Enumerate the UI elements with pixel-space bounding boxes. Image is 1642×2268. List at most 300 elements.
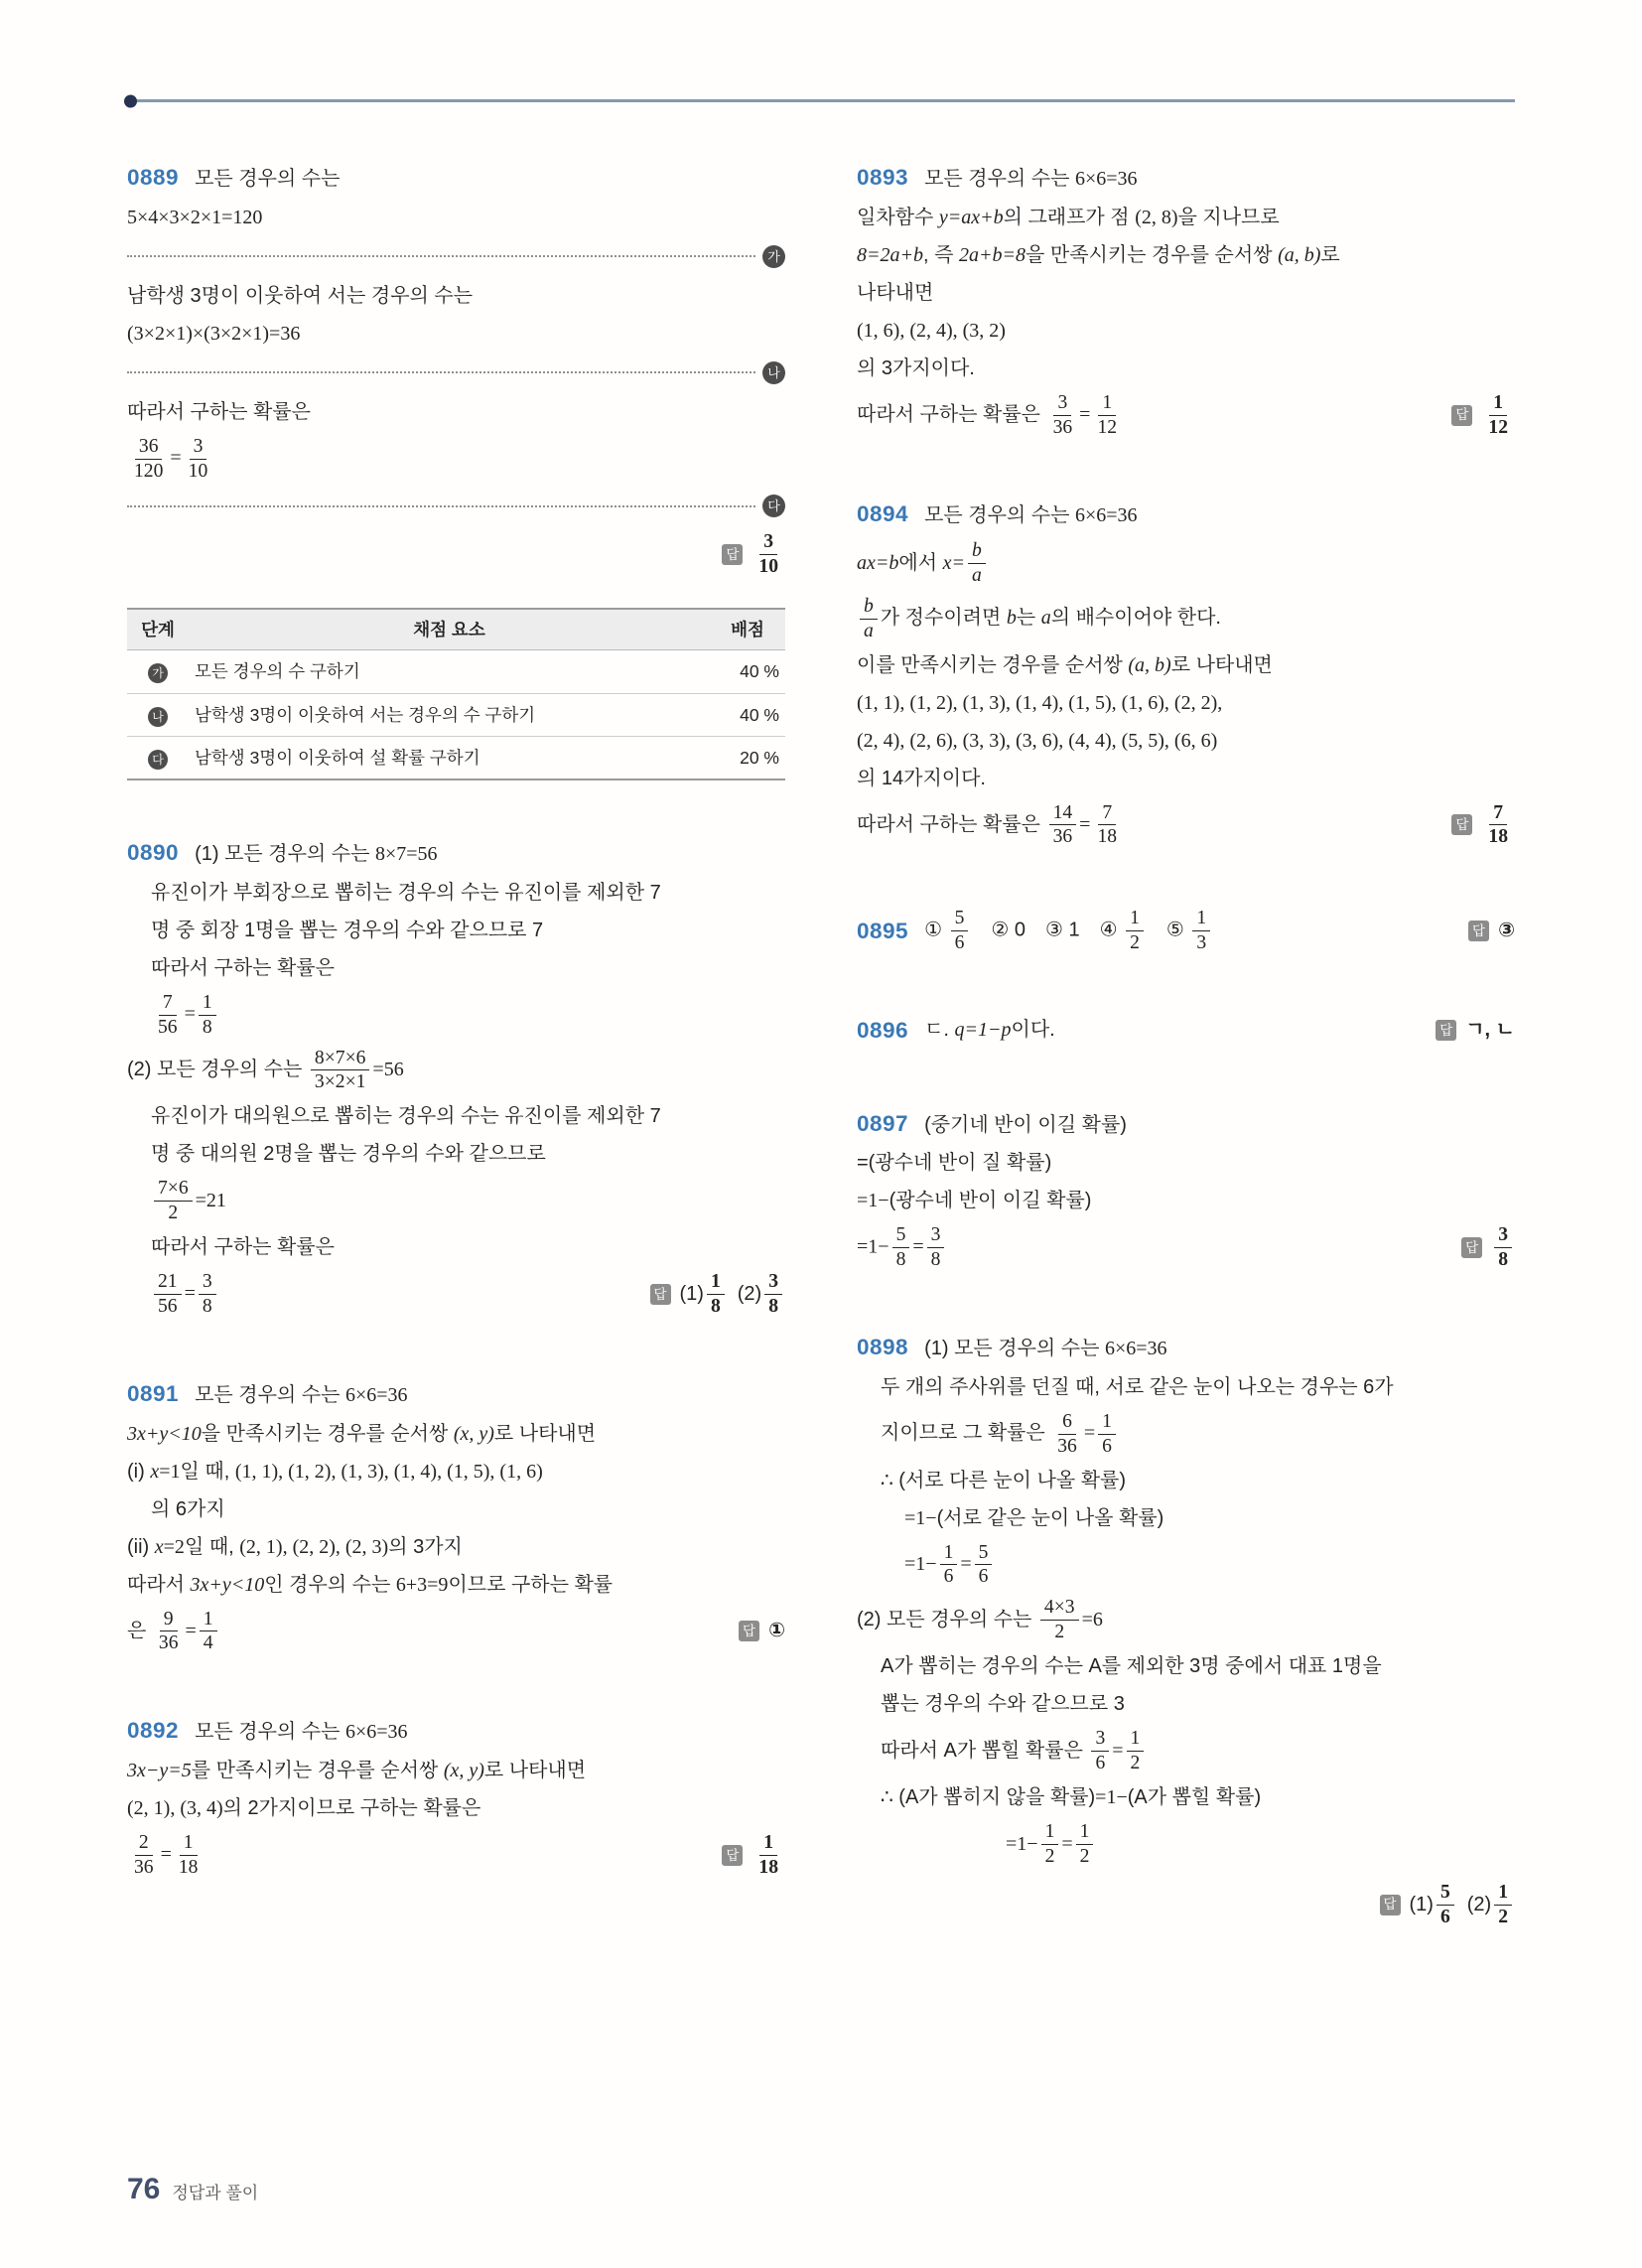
fraction: [1041, 1820, 1059, 1869]
dotted-rule: [127, 505, 755, 507]
math-run: =: [184, 1282, 196, 1305]
text-run: (광수네 반이 이길 확률): [889, 1190, 1092, 1212]
text-run: 는: [1016, 607, 1041, 630]
fraction: [1127, 1727, 1145, 1775]
fraction: [1126, 907, 1144, 955]
solution-line: [857, 536, 1515, 591]
text-run: 모든 경우의 수는: [195, 1721, 345, 1744]
dotted-rule: [127, 371, 755, 373]
fraction-denominator: 2: [1054, 1622, 1065, 1643]
problem-0889: [127, 157, 785, 780]
solution-line: [127, 832, 785, 874]
fraction-denominator: 120: [134, 460, 164, 482]
answer-badge: 답: [1380, 1895, 1401, 1915]
fraction-numerator: 7: [1489, 801, 1507, 826]
fraction-denominator: 4: [203, 1632, 213, 1654]
fraction-numerator: 1: [1126, 907, 1144, 931]
text-run: ⑤: [1146, 920, 1190, 942]
solution-line: [857, 592, 1515, 646]
fraction-denominator: 8: [202, 1296, 212, 1318]
math-run: 6×6=36: [1074, 168, 1138, 190]
math-run: =21: [195, 1190, 226, 1212]
text-run: (ii): [127, 1535, 155, 1558]
line-content: [151, 882, 661, 904]
text-run: 뽑는 경우의 수와 같으므로 3: [881, 1693, 1125, 1716]
solution-line: [857, 1010, 1515, 1052]
text-run: 에서: [898, 551, 943, 574]
fraction-denominator: 8: [1498, 1249, 1508, 1271]
math-run: 6+3=9: [395, 1573, 449, 1596]
math-run: =56: [372, 1059, 404, 1081]
fraction: [185, 435, 212, 484]
text-run: 의 14가지이다.: [857, 767, 986, 789]
text-run: 인 경우의 수는: [264, 1573, 396, 1596]
text-run: 일차함수: [857, 206, 939, 228]
math-run: (2, 4), (2, 6), (3, 3), (3, 6), (4, 4), (5, 5), (6, 6): [857, 729, 1218, 752]
fraction: [175, 1831, 203, 1880]
problem-0894: [857, 494, 1515, 852]
text-run: 모든 경우의 수는: [924, 504, 1075, 527]
problem-0897: [857, 1103, 1515, 1275]
answer: [1461, 1220, 1515, 1275]
fraction-denominator: 2: [1079, 1845, 1090, 1867]
fraction-numerator: 14: [1049, 801, 1077, 826]
text-run: (2): [727, 1283, 762, 1306]
line-content: [151, 920, 543, 941]
text-run: 일 때,: [180, 1460, 235, 1483]
solution-line: [857, 1817, 1515, 1872]
fraction-numerator: 3: [764, 1270, 782, 1295]
line-content: [127, 1536, 463, 1558]
math-run: 8×7=56: [374, 843, 438, 866]
line-content: [127, 1574, 613, 1596]
criteria-cell: 남학생 3명이 이웃하여 서는 경우의 수 구하기: [189, 693, 710, 736]
fraction-numerator: 5: [975, 1541, 993, 1566]
math-run: q=1−p: [954, 1019, 1012, 1042]
line-content: [127, 1828, 708, 1883]
fraction-numerator: 3: [199, 1270, 216, 1295]
text-run: , 즉: [923, 243, 959, 266]
text-run: 따라서 구하는 확률은: [857, 403, 1046, 426]
problem-number: 0898: [857, 1335, 909, 1360]
line-content: [127, 1461, 543, 1483]
line-content: [881, 1410, 1119, 1457]
line-content: [857, 654, 1273, 676]
fraction: [754, 1831, 782, 1880]
fraction-numerator: 3: [927, 1223, 945, 1248]
fraction-numerator: 9: [160, 1608, 178, 1632]
fraction-numerator: 36: [135, 435, 163, 460]
problem-number: 0890: [127, 840, 180, 866]
step-divider: [127, 495, 785, 517]
line-content: [127, 1760, 586, 1781]
math-run: (1, 1), (1, 2), (1, 3), (1, 4), (1, 5), (1, 6): [234, 1460, 543, 1483]
line-content: [857, 244, 1340, 266]
text-run: ㄷ.: [924, 1019, 955, 1042]
line-content: [881, 1655, 1382, 1677]
scoring-table-row: [127, 736, 785, 780]
solution-line: [857, 1407, 1515, 1462]
answer-line: [127, 527, 785, 582]
fraction-denominator: 18: [178, 1856, 199, 1878]
footer-label: 정답과 풀이: [172, 2184, 259, 2202]
answer: [739, 1613, 785, 1649]
math-run: (x, y): [443, 1759, 484, 1781]
fraction: [951, 907, 969, 955]
fraction: [130, 1831, 158, 1880]
problem-number: 0893: [857, 165, 909, 190]
math-run: =6: [1081, 1609, 1103, 1631]
fraction-numerator: 3: [1091, 1727, 1109, 1752]
page-footer: [127, 2173, 258, 2206]
solution-line: [127, 875, 785, 912]
math-run: 6×6=36: [1104, 1338, 1167, 1360]
math-run: =: [170, 447, 182, 470]
solution-line: [857, 1593, 1515, 1647]
text-run: (2): [1456, 1893, 1492, 1915]
text-run: (서로 같은 눈이 나올 확률): [936, 1506, 1164, 1529]
line-content: [857, 692, 1222, 714]
solution-line: [857, 1220, 1515, 1275]
fraction: [1494, 1223, 1512, 1272]
fraction-denominator: 6: [1095, 1753, 1106, 1774]
fraction-denominator: 2: [1130, 1753, 1141, 1774]
text-run: 따라서 구하는 확률은: [151, 956, 335, 979]
fraction: [199, 991, 216, 1040]
score-cell: 40 %: [710, 693, 785, 736]
problem-0891: [127, 1373, 785, 1658]
math-run: =1−: [857, 1190, 889, 1212]
fraction: [200, 1608, 217, 1656]
fraction-numerator: 1: [1098, 391, 1116, 416]
fraction: [1093, 801, 1121, 850]
fraction-denominator: 18: [758, 1856, 778, 1878]
line-content: [924, 904, 1454, 958]
text-run: 로 나타내면: [483, 1759, 587, 1781]
fraction-denominator: 36: [1052, 826, 1073, 848]
answer-line: [857, 1878, 1515, 1932]
fraction-numerator: 21: [154, 1270, 182, 1295]
text-run: 의 배수이어야 한다.: [1050, 607, 1221, 630]
math-run: =: [1079, 403, 1091, 426]
line-content: [151, 957, 335, 979]
problem-number: 0894: [857, 501, 909, 527]
fraction-denominator: 2: [1130, 932, 1140, 954]
text-run: 따라서 구하는 확률은: [127, 400, 311, 423]
line-content: [127, 1605, 725, 1659]
line-content: [1006, 1820, 1096, 1867]
fraction-numerator: b: [860, 595, 878, 620]
fraction: [311, 1047, 370, 1095]
solution-line: [857, 1686, 1515, 1723]
fraction: [892, 1223, 910, 1272]
line-content: [924, 504, 1137, 526]
step-badge: 가: [148, 663, 168, 683]
line-content: [151, 1143, 546, 1165]
math-run: a: [1040, 607, 1051, 630]
criteria-cell: 남학생 3명이 이웃하여 설 확률 구하기: [189, 736, 710, 780]
text-run: 이를 만족시키는 경우를 순서쌍: [857, 653, 1129, 676]
right-column: [857, 156, 1515, 1984]
text-run: (1) 모든 경우의 수는: [924, 1338, 1105, 1360]
fraction: [130, 435, 167, 484]
fraction: [1049, 801, 1077, 850]
solution-line: [127, 913, 785, 949]
math-run: =2: [163, 1535, 185, 1558]
math-run: =1: [159, 1460, 181, 1483]
solution-line: [127, 1454, 785, 1490]
fraction-denominator: 6: [1102, 1435, 1112, 1457]
line-content: [151, 1267, 636, 1322]
step-cell: [127, 693, 189, 736]
answer: [1436, 1012, 1515, 1049]
text-run: (i): [127, 1460, 151, 1483]
text-run: 모든 경우의 수는: [924, 168, 1075, 190]
text-run: 가 정수이려면: [880, 607, 1007, 630]
fraction-denominator: 3: [1196, 932, 1207, 954]
solution-line: [127, 1828, 785, 1883]
line-content: [127, 1797, 480, 1819]
text-run: 이므로 구하는 확률: [448, 1573, 614, 1596]
math-run: =1−: [1095, 1785, 1128, 1808]
fraction-denominator: 12: [1488, 416, 1508, 438]
fraction: [968, 539, 986, 588]
solution-line: [127, 1753, 785, 1789]
fraction-denominator: 2: [1498, 1906, 1508, 1927]
fraction-denominator: 8: [202, 1016, 212, 1038]
fraction: [1098, 1410, 1116, 1459]
fraction-numerator: 1: [1192, 907, 1210, 931]
fraction: [1437, 1881, 1454, 1929]
text-run: 따라서 A가 뽑힐 확률은: [881, 1739, 1089, 1762]
math-run: (1, 6), (2, 4), (3, 2): [857, 319, 1006, 342]
problem-0898: [857, 1327, 1515, 1931]
solution-line: [857, 1145, 1515, 1182]
solution-line: [127, 316, 785, 353]
answer: [722, 1828, 785, 1883]
answer: [1451, 798, 1515, 853]
text-run: 이다.: [1011, 1019, 1055, 1042]
fraction: [155, 1608, 183, 1656]
line-content: [195, 168, 340, 190]
solution-line: [857, 1538, 1515, 1593]
fraction-denominator: 6: [943, 1566, 954, 1588]
math-run: 6×6=36: [344, 1383, 408, 1406]
problem-0896: [857, 1010, 1515, 1052]
line-content: [151, 1498, 225, 1520]
text-run: (1) 모든 경우의 수는: [195, 843, 375, 866]
fraction-numerator: 5: [892, 1223, 910, 1248]
step-badge: 나: [762, 361, 785, 384]
solution-line: [127, 1267, 785, 1322]
step-badge: 가: [762, 245, 785, 268]
fraction-numerator: 1: [180, 1831, 198, 1856]
line-content: [881, 1693, 1125, 1715]
math-run: =: [1061, 1832, 1073, 1855]
problem-0890: [127, 832, 785, 1322]
solution-line: [857, 1779, 1515, 1816]
fraction-denominator: 56: [158, 1016, 178, 1038]
text-run: 로 나타내면: [1170, 653, 1273, 676]
fraction-numerator: 3: [190, 435, 207, 460]
step-badge: 다: [762, 495, 785, 517]
fraction: [940, 1541, 958, 1590]
fraction: [1040, 1596, 1079, 1644]
fraction-denominator: a: [971, 564, 982, 586]
math-run: =1−: [904, 1506, 937, 1529]
solution-line: [857, 685, 1515, 722]
line-content: [127, 207, 262, 228]
line-content: [857, 388, 1437, 443]
text-run: 의 3가지: [388, 1535, 463, 1558]
solution-line: [857, 351, 1515, 387]
fraction-numerator: 7×6: [154, 1177, 193, 1202]
answer: [650, 1267, 786, 1322]
fraction-denominator: a: [864, 620, 874, 641]
text-run: 의 3가지이다.: [857, 356, 975, 379]
fraction-numerator: 1: [940, 1541, 958, 1566]
line-content: [127, 435, 214, 482]
text-run: 을 지나므로: [1177, 206, 1280, 228]
solution-line: [857, 647, 1515, 684]
math-run: (1, 1), (1, 2), (1, 3), (1, 4), (1, 5), (1, 6), (2, 2),: [857, 691, 1223, 714]
fraction: [199, 1270, 216, 1319]
problem-number: 0892: [127, 1718, 180, 1744]
math-run: =: [160, 1843, 172, 1866]
scoring-table-header: 단계: [127, 609, 189, 650]
problem-0895: [857, 904, 1515, 958]
fraction-numerator: 1: [1041, 1820, 1059, 1845]
problem-number: 0889: [127, 165, 180, 190]
text-run: 남학생 3명이 이웃하여 서는 경우의 수는: [127, 284, 474, 307]
line-content: [924, 1338, 1166, 1359]
solution-line: [857, 723, 1515, 760]
text-run: =(광수네 반이 질 확률): [857, 1152, 1052, 1175]
math-run: =1−: [857, 1236, 889, 1259]
line-content: [857, 282, 933, 304]
math-run: x=: [942, 551, 965, 574]
line-content: [151, 1236, 335, 1258]
fraction-denominator: 10: [758, 556, 778, 578]
math-run: ax=b: [857, 551, 899, 574]
math-run: (2, 8): [1135, 206, 1178, 228]
math-run: (x, y): [453, 1422, 494, 1445]
scoring-table-body: [127, 650, 785, 780]
solution-line: [127, 394, 785, 431]
fraction-numerator: 1: [759, 1831, 777, 1856]
math-run: 5×4×3×2×1=120: [127, 206, 263, 228]
solution-line: [857, 275, 1515, 312]
solution-line: [127, 1373, 785, 1415]
line-content: [127, 401, 311, 423]
solution-line: [857, 1183, 1515, 1219]
fraction-denominator: 36: [1052, 416, 1073, 438]
solution-line: [857, 798, 1515, 853]
math-run: =: [960, 1553, 972, 1576]
answer-badge: 답: [739, 1621, 759, 1641]
score-cell: 40 %: [710, 650, 785, 693]
fraction: [1049, 391, 1077, 440]
math-run: (2, 1), (3, 4): [127, 1796, 223, 1819]
fraction-numerator: 1: [1098, 1410, 1116, 1435]
answer-badge: 답: [1461, 1237, 1482, 1258]
math-run: =1−: [904, 1553, 937, 1576]
solution-line: [857, 200, 1515, 236]
text-run: 모든 경우의 수는: [195, 1383, 345, 1406]
text-run: 의 그래프가 점: [1003, 206, 1136, 228]
scoring-table-head: [127, 609, 785, 650]
answer-badge: 답: [650, 1284, 671, 1305]
solution-line: [857, 1369, 1515, 1406]
scoring-table-row: [127, 650, 785, 693]
fraction-denominator: 3×2×1: [314, 1071, 366, 1093]
text-run: ∴ (서로 다른 눈이 나올 확률): [881, 1469, 1127, 1491]
step-divider: [127, 361, 785, 384]
scoring-table-row: [127, 693, 785, 736]
text-run: 로 나타내면: [493, 1422, 597, 1445]
solution-line: [127, 278, 785, 315]
scoring-table-header: 배점: [710, 609, 785, 650]
text-run: (2) 모든 경우의 수는: [127, 1059, 308, 1081]
solution-line: [127, 1529, 785, 1566]
fraction-numerator: 5: [1437, 1881, 1454, 1906]
criteria-cell: 모든 경우의 수 구하기: [189, 650, 710, 693]
solution-line: [857, 313, 1515, 350]
solution-line: [857, 1648, 1515, 1685]
fraction-denominator: 8: [930, 1249, 941, 1271]
text-run: 지이므로 그 확률은: [881, 1422, 1051, 1445]
fraction: [927, 1223, 945, 1272]
line-content: [881, 1728, 1147, 1774]
line-content: [924, 1012, 1422, 1049]
solution-line: [857, 1463, 1515, 1499]
fraction-numerator: 3: [759, 530, 777, 555]
fraction-denominator: 10: [188, 460, 208, 482]
text-run: 명 중 회장 1명을 뽑는 경우의 수와 같으므로 7: [151, 919, 544, 941]
math-run: =: [1079, 813, 1091, 836]
fraction-numerator: 5: [951, 907, 969, 931]
line-content: [857, 798, 1437, 853]
fraction-numerator: 7: [159, 991, 177, 1016]
math-run: 3x+y<10: [190, 1573, 265, 1596]
line-content: [924, 1114, 1127, 1136]
top-rule: [127, 99, 1515, 102]
text-run: 명 중 대의원 2명을 뽑는 경우의 수와 같으므로: [151, 1143, 546, 1166]
fraction-numerator: 1: [1127, 1727, 1145, 1752]
fraction: [764, 1270, 782, 1319]
fraction-denominator: 6: [1439, 1906, 1450, 1927]
line-content: [857, 768, 986, 789]
text-run: ∴ (A가 뽑히지 않을 확률): [881, 1785, 1096, 1808]
fraction: [860, 595, 878, 643]
solution-line: [127, 988, 785, 1043]
line-content: [881, 1786, 1261, 1808]
fraction: [1053, 1410, 1081, 1459]
scoring-table: [127, 608, 785, 780]
fraction-numerator: 3: [1494, 1223, 1512, 1248]
problem-0893: [857, 157, 1515, 442]
fraction: [975, 1541, 993, 1590]
line-content: [904, 1541, 995, 1588]
math-run: =: [1112, 1739, 1124, 1762]
fraction-numerator: 1: [707, 1270, 725, 1295]
fraction-numerator: 1: [1494, 1881, 1512, 1906]
text-run: (1): [1409, 1893, 1434, 1915]
answer-badge: 답: [1468, 921, 1489, 941]
step-cell: [127, 650, 189, 693]
math-run: 6×6=36: [344, 1721, 408, 1744]
fraction-denominator: 36: [158, 1632, 179, 1654]
